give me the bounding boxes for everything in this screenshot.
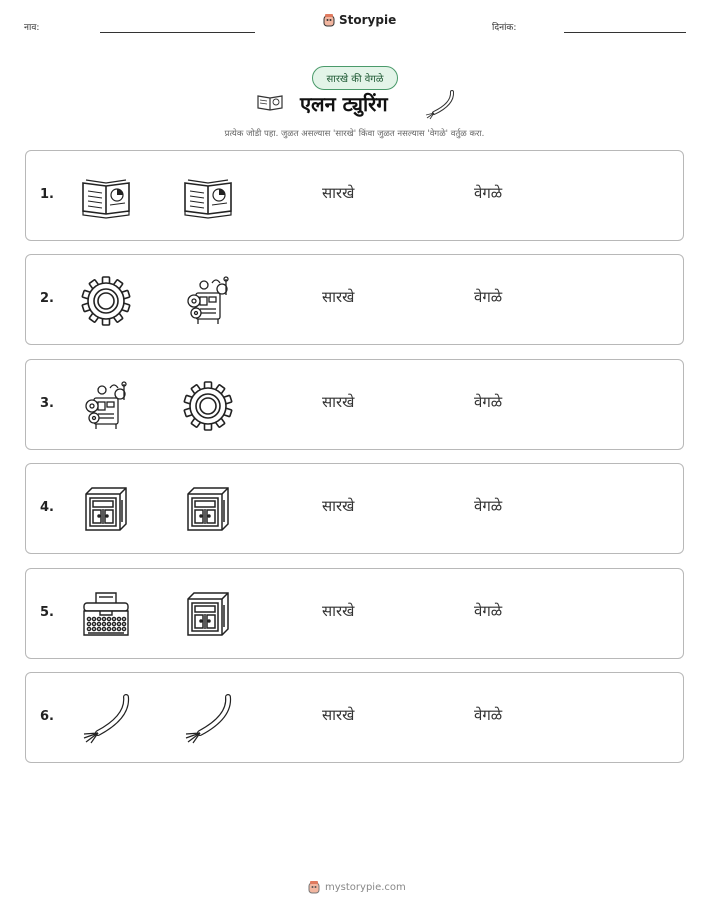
brand-name: Storypie	[339, 13, 397, 27]
book-icon	[182, 171, 234, 223]
question-number: 1.	[40, 187, 54, 202]
cable-icon	[182, 693, 234, 745]
date-line	[564, 32, 686, 33]
book-icon	[256, 93, 284, 111]
page-title: एलन ट्युरिंग	[300, 92, 388, 116]
option-different[interactable]: वेगळे	[474, 392, 503, 411]
option-different[interactable]: वेगळे	[474, 706, 503, 724]
question-row	[25, 568, 684, 659]
gear-icon	[80, 275, 132, 327]
worksheet-type-badge: सारखे की वेगळे	[312, 66, 398, 90]
option-different[interactable]: वेगळे	[474, 184, 503, 202]
footer	[307, 880, 406, 894]
option-different[interactable]: वेगळे	[474, 601, 503, 620]
question-row	[25, 463, 684, 554]
typewriter-icon	[80, 589, 132, 641]
brand-logo	[322, 13, 396, 27]
question-row	[25, 150, 684, 241]
date-label: दिनांक:	[492, 23, 517, 33]
footer-url: mystorypie.com	[325, 881, 406, 893]
option-different[interactable]: वेगळे	[474, 497, 503, 516]
name-label: नाव:	[24, 23, 40, 33]
gear-icon	[182, 380, 234, 432]
question-row	[25, 254, 684, 345]
book-icon	[80, 171, 132, 223]
option-same[interactable]: सारखे	[322, 184, 355, 202]
question-number: 4.	[40, 500, 54, 516]
storypie-mascot-icon	[307, 880, 321, 894]
question-row	[25, 672, 684, 763]
machine-icon	[182, 275, 234, 327]
question-number: 2.	[40, 291, 54, 307]
safe-box-icon	[182, 484, 234, 536]
storypie-mascot-icon	[322, 13, 336, 27]
safe-box-icon	[80, 484, 132, 536]
option-different[interactable]: वेगळे	[474, 288, 503, 307]
safe-box-icon	[182, 589, 234, 641]
cable-icon	[424, 88, 456, 120]
machine-icon	[80, 380, 132, 432]
question-number: 6.	[40, 709, 54, 724]
name-line	[100, 32, 255, 33]
question-number: 5.	[40, 604, 54, 620]
instructions: प्रत्येक जोडी पहा. जुळत असल्यास 'सारखे' किंवा जुळत नसल्यास 'वेगळे' वर्तुळ करा.	[224, 129, 485, 139]
option-same[interactable]: सारखे	[322, 601, 355, 620]
option-same[interactable]: सारखे	[322, 392, 355, 411]
cable-icon	[80, 693, 132, 745]
question-row	[25, 359, 684, 450]
option-same[interactable]: सारखे	[322, 497, 355, 516]
question-number: 3.	[40, 395, 54, 411]
option-same[interactable]: सारखे	[322, 706, 355, 724]
option-same[interactable]: सारखे	[322, 288, 355, 307]
